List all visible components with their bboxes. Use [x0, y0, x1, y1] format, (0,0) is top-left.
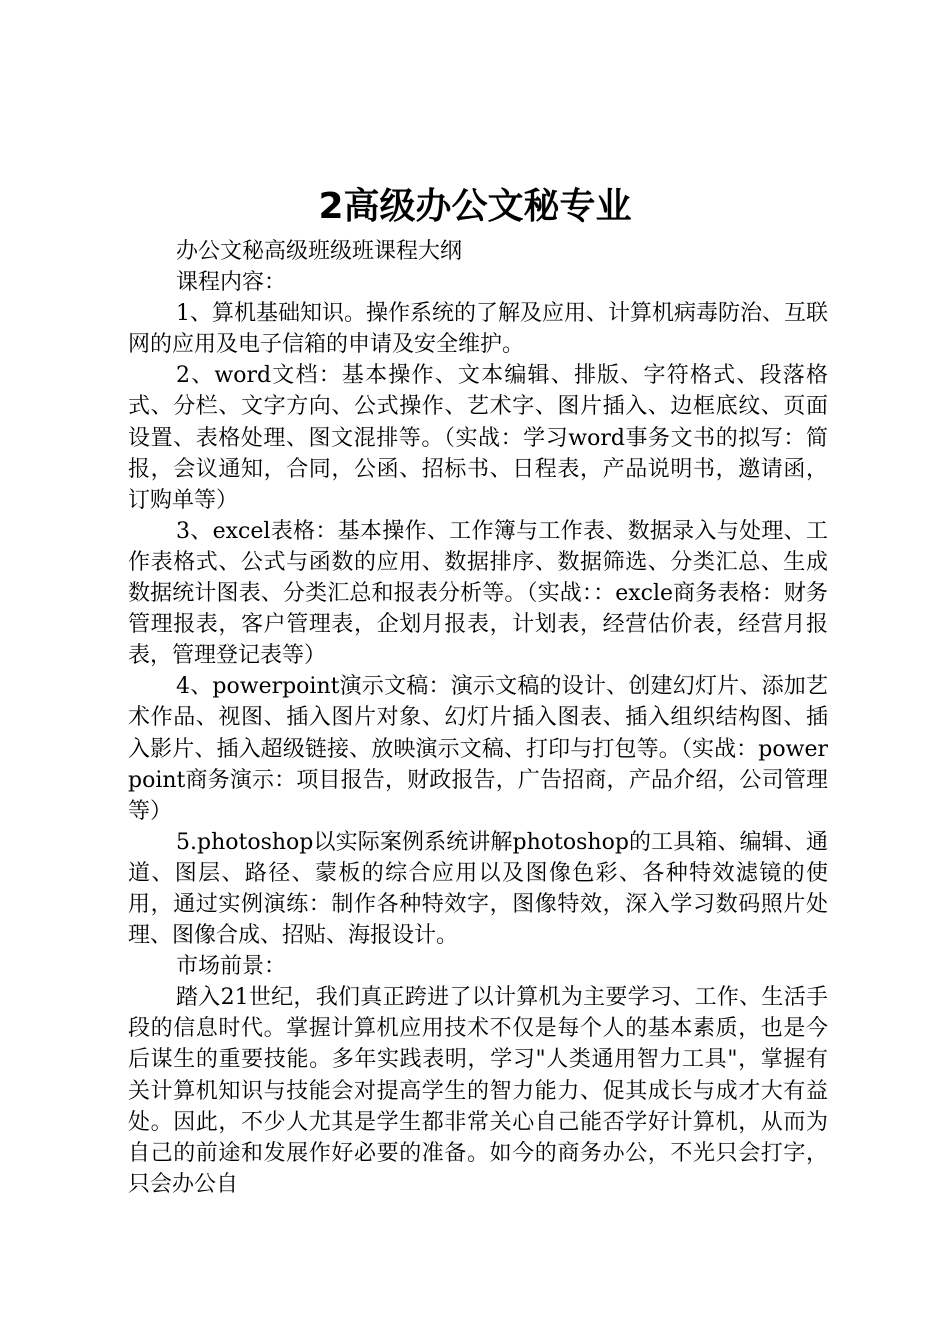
- paragraph-excel: 3、excel表格：基本操作、工作簿与工作表、数据录入与处理、工作表格式、公式与函数的应用、数据排序、数据筛选、分类汇总、生成数据统计图表、分类汇总和报表分析等。（实战：：excle商务表格：财务管理报表，客户管理表，企划月报表，计划表，经营估价表，经营月报表，管理登记表等）: [128, 518, 828, 669]
- paragraph-course-content-heading: 课程内容：: [176, 270, 287, 296]
- paragraph-photoshop: 5.photoshop以实际案例系统讲解photoshop的工具箱、编辑、通道、图层、路径、蒙板的综合应用以及图像色彩、各种特效滤镜的使用，通过实例演练：制作各种特效字，图像特效，深入学习数码照片处理、图像合成、招贴、海报设计。: [128, 829, 828, 949]
- paragraph-market-outlook: 踏入21世纪，我们真正跨进了以计算机为主要学习、工作、生活手段的信息时代。掌握计算机应用技术不仅是每个人的基本素质，也是今后谋生的重要技能。多年实践表明，学习"人类通用智力工具"，掌握有关计算机知识与技能会对提高学生的智力能力、促其成长与成才大有益处。因此，不少人尤其是学生都非常关心自己能否学好计算机，从而为自己的前途和发展作好必要的准备。如今的商务办公，不光只会打字，只会办公自: [128, 985, 828, 1197]
- document-body: [128, 236, 828, 1200]
- paragraph-course-outline-heading: 办公文秘高级班级班课程大纲: [176, 239, 463, 264]
- paragraph-powerpoint: 4、powerpoint演示文稿：演示文稿的设计、创建幻灯片、添加艺术作品、视图、插入图片对象、幻灯片插入图表、插入组织结构图、插入影片、插入超级链接、放映演示文稿、打印与打包等。（实战：powerpoint商务演示：项目报告，财政报告，广告招商，产品介绍，公司管理等）: [128, 674, 828, 824]
- paragraph-word: 2、word文档：基本操作、文本编辑、排版、字符格式、段落格式、分栏、文字方向、公式操作、艺术字、图片插入、边框底纹、页面设置、表格处理、图文混排等。（实战：学习word事务文书的拟写：简报，会议通知，合同，公函、招标书、日程表，产品说明书，邀请函，订购单等）: [128, 363, 828, 513]
- document-title: 2高级办公文秘专业: [318, 186, 632, 227]
- paragraph-computer-basics: 1、算机基础知识。操作系统的了解及应用、计算机病毒防治、互联网的应用及电子信箱的申请及安全维护。: [128, 301, 828, 358]
- paragraph-market-heading: 市场前景：: [176, 954, 287, 980]
